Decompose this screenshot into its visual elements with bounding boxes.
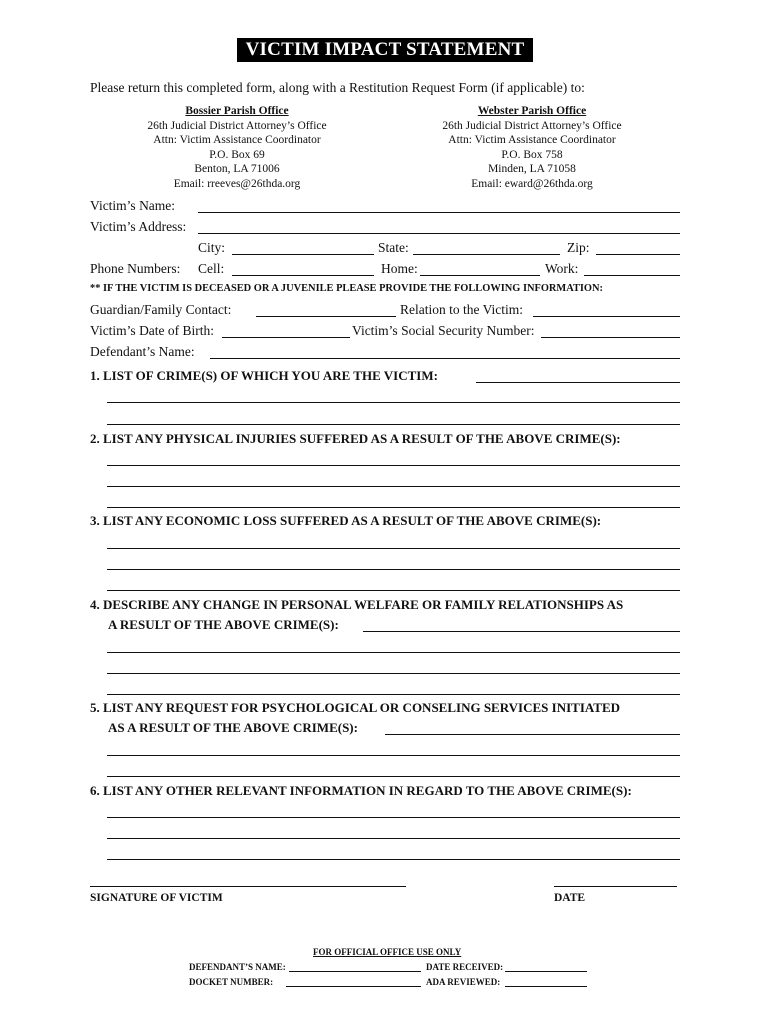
answer-line[interactable]	[107, 859, 680, 860]
date-received-field[interactable]	[505, 971, 587, 972]
answer-line[interactable]	[107, 486, 680, 487]
webster-office-line: 26th Judicial District Attorney’s Office	[442, 119, 622, 132]
ada-reviewed-field[interactable]	[505, 986, 587, 987]
bossier-office-email: Email: rreeves@26thda.org	[173, 177, 301, 190]
victim-address-label: Victim’s Address:	[90, 219, 187, 234]
defendant-name-field[interactable]	[210, 358, 680, 359]
dob-field[interactable]	[222, 337, 350, 338]
cell-field[interactable]	[232, 275, 374, 276]
answer-line[interactable]	[107, 507, 680, 508]
bossier-office-block	[107, 104, 367, 192]
answer-line[interactable]	[107, 402, 680, 403]
question-4-continued: A RESULT OF THE ABOVE CRIME(S):	[108, 617, 339, 632]
answer-line[interactable]	[476, 382, 680, 383]
answer-line[interactable]	[385, 734, 680, 735]
question-5: 5. LIST ANY REQUEST FOR PSYCHOLOGICAL OR CONSELING SERVICES INITIATED	[90, 700, 621, 715]
official-use-heading: FOR OFFICIAL OFFICE USE ONLY	[313, 947, 462, 957]
answer-line[interactable]	[107, 776, 680, 777]
date-label: DATE	[554, 892, 586, 904]
answer-line[interactable]	[107, 569, 680, 570]
answer-line[interactable]	[107, 590, 680, 591]
answer-line[interactable]	[107, 652, 680, 653]
answer-line[interactable]	[107, 424, 680, 425]
guardian-label: Guardian/Family Contact:	[90, 302, 232, 317]
webster-office-line: P.O. Box 758	[501, 148, 563, 161]
work-field[interactable]	[584, 275, 680, 276]
question-3: 3. LIST ANY ECONOMIC LOSS SUFFERED AS A RESULT OF THE ABOVE CRIME(S):	[90, 513, 602, 528]
bossier-office-line: 26th Judicial District Attorney’s Office	[147, 119, 327, 132]
phone-numbers-label: Phone Numbers:	[90, 261, 181, 276]
victim-name-field[interactable]	[198, 212, 680, 213]
ssn-label: Victim’s Social Security Number:	[352, 323, 535, 338]
signature-field[interactable]	[90, 886, 406, 887]
bossier-office-line: Benton, LA 71006	[194, 163, 280, 176]
guardian-field[interactable]	[256, 316, 396, 317]
answer-line[interactable]	[107, 548, 680, 549]
defendant-name-label: Defendant’s Name:	[90, 344, 195, 359]
answer-line[interactable]	[107, 755, 680, 756]
webster-office-line: Attn: Victim Assistance Coordinator	[448, 134, 616, 147]
bossier-office-heading: Bossier Parish Office	[185, 105, 289, 117]
zip-field[interactable]	[596, 254, 680, 255]
question-6: 6. LIST ANY OTHER RELEVANT INFORMATION IN REGARD TO THE ABOVE CRIME(S):	[90, 783, 632, 798]
date-field[interactable]	[554, 886, 677, 887]
webster-office-block	[402, 104, 662, 192]
webster-office-email: Email: eward@26thda.org	[471, 177, 593, 190]
deceased-juvenile-note: ** IF THE VICTIM IS DECEASED OR A JUVENILE PLEASE PROVIDE THE FOLLOWING INFORMATION:	[90, 283, 603, 294]
answer-line[interactable]	[107, 465, 680, 466]
state-label: State:	[378, 240, 409, 255]
relation-field[interactable]	[533, 316, 680, 317]
official-defendant-name-label: DEFENDANT’S NAME:	[189, 962, 286, 972]
docket-number-field[interactable]	[286, 986, 421, 987]
zip-label: Zip:	[567, 240, 590, 255]
answer-line[interactable]	[107, 673, 680, 674]
home-field[interactable]	[420, 275, 540, 276]
dob-label: Victim’s Date of Birth:	[90, 323, 215, 338]
home-label: Home:	[381, 261, 418, 276]
answer-line[interactable]	[107, 694, 680, 695]
docket-number-label: DOCKET NUMBER:	[189, 977, 274, 987]
answer-line[interactable]	[107, 817, 680, 818]
cell-label: Cell:	[198, 261, 225, 276]
work-label: Work:	[545, 261, 579, 276]
state-field[interactable]	[413, 254, 560, 255]
date-received-label: DATE RECEIVED:	[426, 962, 504, 972]
answer-line[interactable]	[107, 838, 680, 839]
ssn-field[interactable]	[541, 337, 680, 338]
form-title: VICTIM IMPACT STATEMENT	[237, 38, 533, 62]
webster-office-heading: Webster Parish Office	[477, 105, 587, 117]
intro-text: Please return this completed form, along with a Restitution Request Form (if applicable) to:	[90, 80, 585, 95]
signature-label: SIGNATURE OF VICTIM	[90, 892, 223, 904]
victim-address-field[interactable]	[198, 233, 680, 234]
answer-line[interactable]	[363, 631, 680, 632]
question-4: 4. DESCRIBE ANY CHANGE IN PERSONAL WELFARE OR FAMILY RELATIONSHIPS AS	[90, 597, 624, 612]
bossier-office-line: P.O. Box 69	[209, 148, 265, 161]
official-defendant-name-field[interactable]	[289, 971, 421, 972]
city-label: City:	[198, 240, 226, 255]
bossier-office-line: Attn: Victim Assistance Coordinator	[153, 134, 321, 147]
question-5-continued: AS A RESULT OF THE ABOVE CRIME(S):	[108, 720, 358, 735]
question-1: 1. LIST OF CRIME(S) OF WHICH YOU ARE THE VICTIM:	[90, 368, 438, 383]
victim-name-label: Victim’s Name:	[90, 198, 176, 213]
question-2: 2. LIST ANY PHYSICAL INJURIES SUFFERED AS A RESULT OF THE ABOVE CRIME(S):	[90, 431, 621, 446]
relation-label: Relation to the Victim:	[400, 302, 524, 317]
webster-office-line: Minden, LA 71058	[488, 163, 576, 176]
ada-reviewed-label: ADA REVIEWED:	[426, 977, 501, 987]
city-field[interactable]	[232, 254, 374, 255]
